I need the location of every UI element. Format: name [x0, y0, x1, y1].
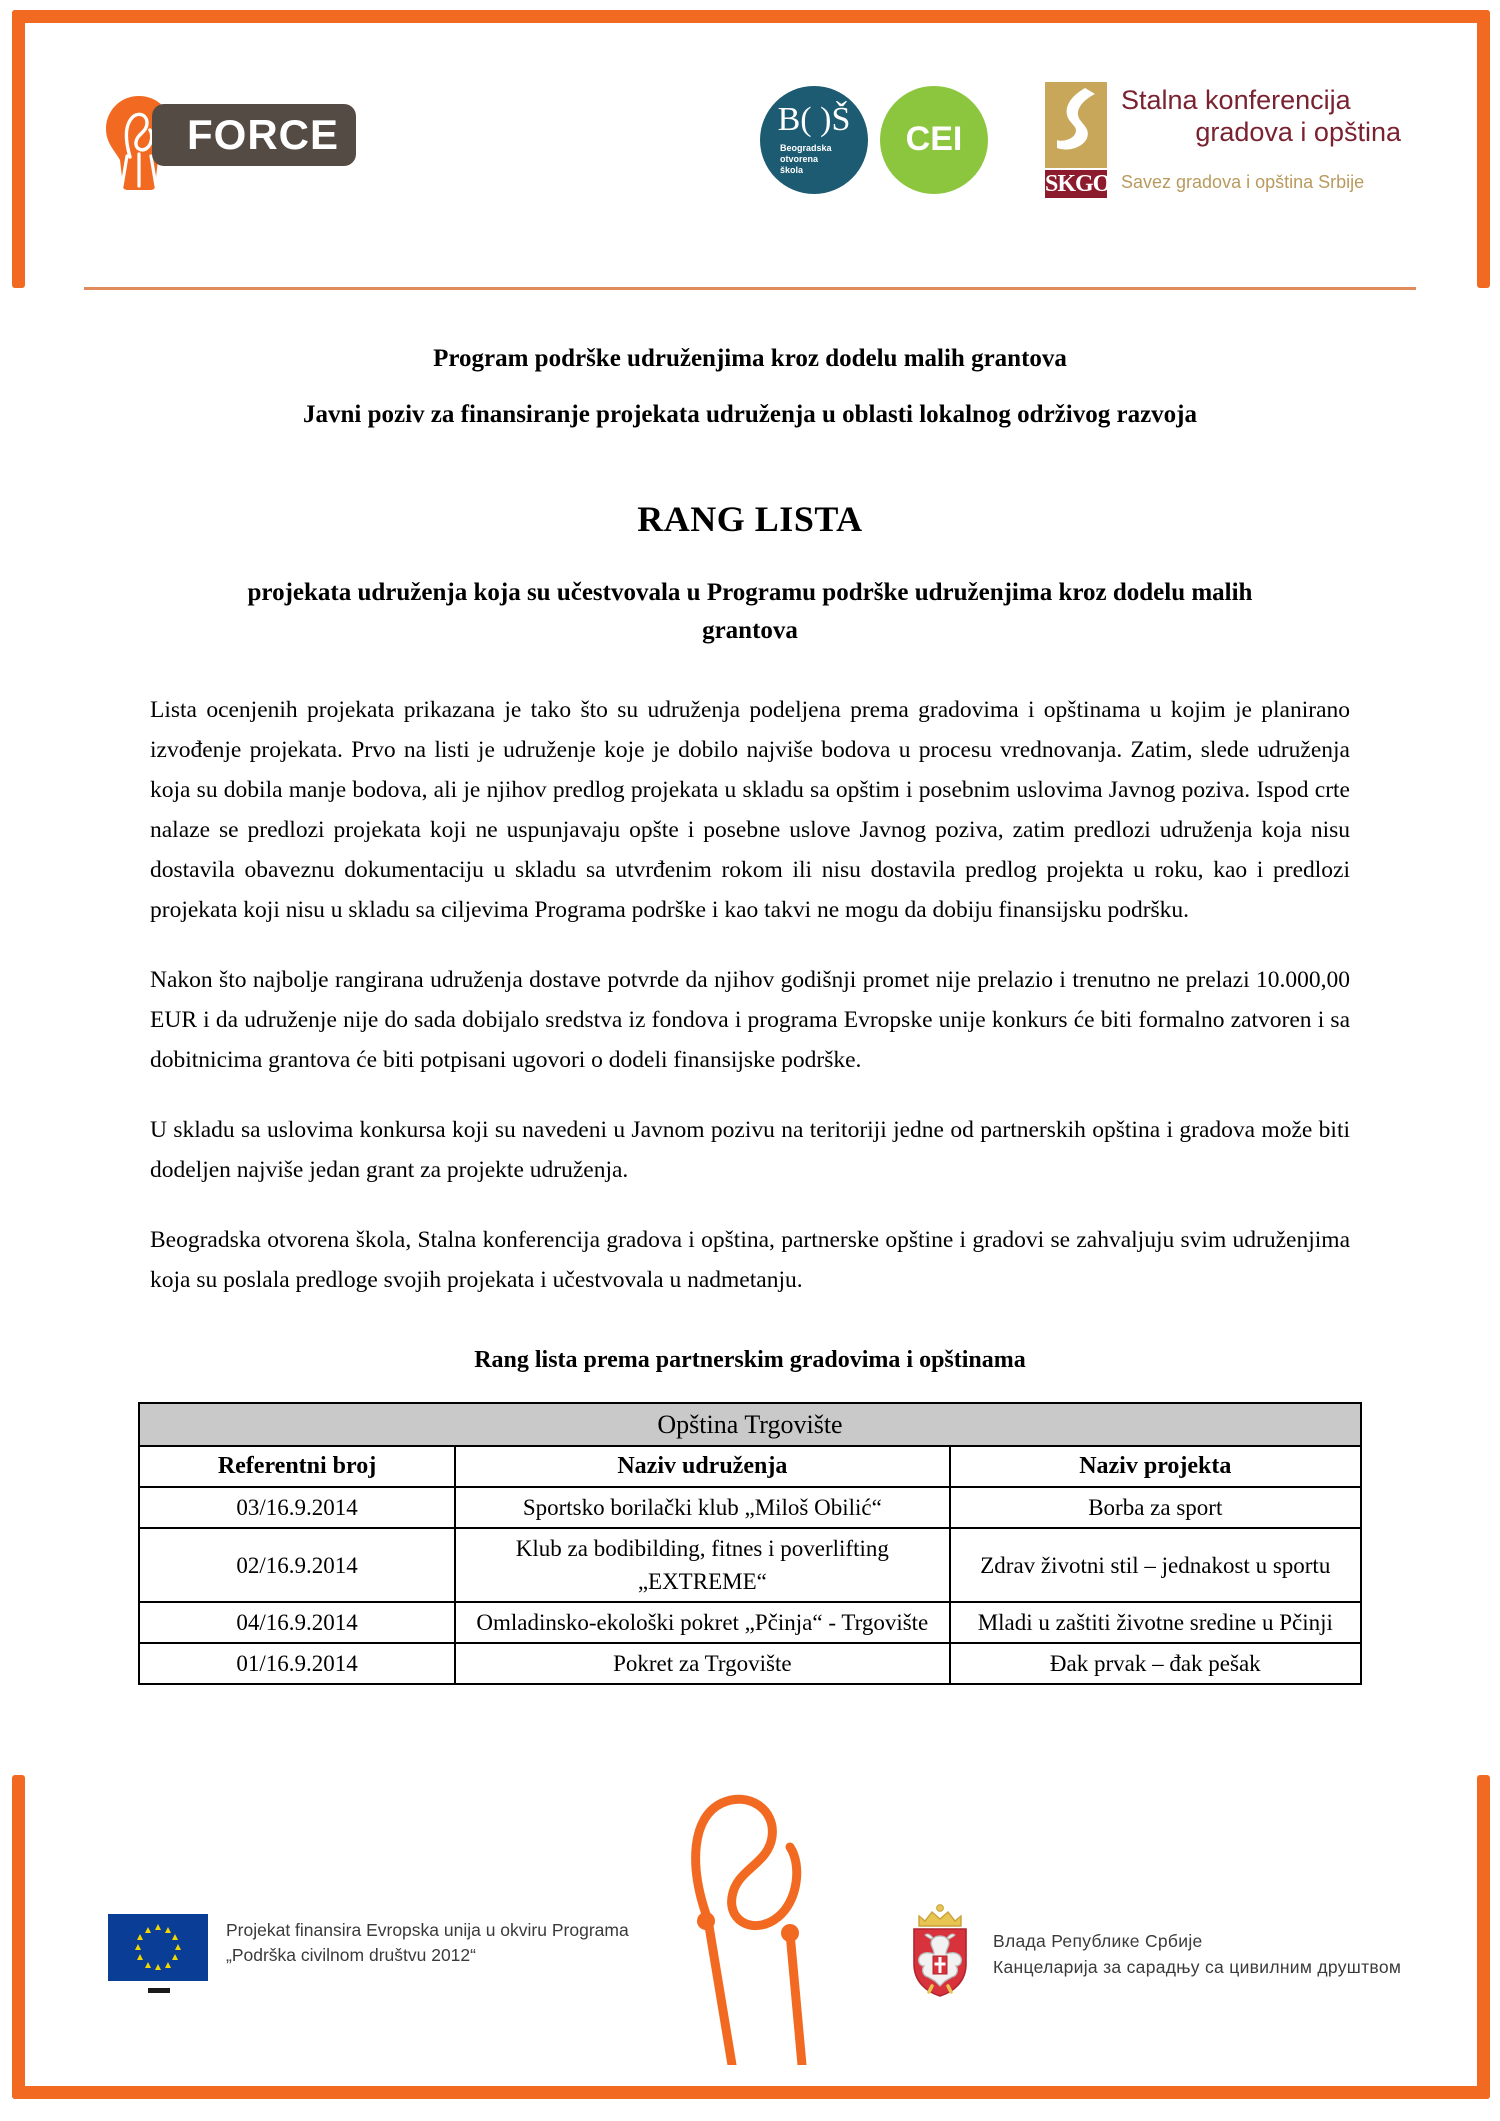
document-body — [0, 300, 1500, 1685]
table-row — [139, 1602, 1361, 1643]
cell-organization: Pokret za Trgovište — [455, 1643, 950, 1684]
table-city-header-row — [139, 1403, 1361, 1446]
table-city-header: Opština Trgovište — [139, 1403, 1361, 1446]
eu-star-icon — [165, 1927, 171, 1933]
skgo-title — [1121, 84, 1401, 148]
document-footer — [0, 1880, 1500, 2080]
skgo-abbreviation: SKGO — [1045, 171, 1111, 197]
paragraph-1: Lista ocenjenih projekata prikazana je tako što su udruženja podeljena prema gradovima i opštinama u kojim je planirano izvođenje projekata. Prvo na listi je udruženje koje je dobilo najviše bodova u procesu vrednovanja. Zatim, slede udruženja koja su dobila manje bodova, ali je njihov predlog projekata u skladu sa opštim i posebnim uslovima Javnog poziva. Ispod crte nalaze se predlozi projekata koji ne uspunjavaju opšte i posebne uslove Javnog poziva, zatim predlozi udruženja koja nisu dostavila obaveznu dokumentaciju u skladu sa utvrđenim rokom ili nisu dostavila predlog projekta u roku, kao i predlozi projekata koji nisu u skladu sa ciljevima Programa podrške i kao takvi ne mogu da dobiju finansijsku podršku. — [150, 697, 1350, 923]
cei-wordmark: CEI — [905, 120, 963, 158]
bos-subtitle-line-2: otvorena — [780, 154, 819, 164]
page-subtitle: projekata udruženja koja su učestvovala u Programu podrške udruženjima kroz dodelu malih grantova — [247, 579, 1253, 644]
column-header-reference: Referentni broj — [139, 1446, 455, 1487]
column-header-organization: Naziv udruženja — [455, 1446, 950, 1487]
page-frame-top — [12, 10, 1490, 23]
paragraph-3: U skladu sa uslovima konkursa koji su navedeni u Javnom pozivu na teritoriji jedne od partnerskih opština i gradova može biti dodeljen najviše jedan grant za projekte udruženja. — [150, 1117, 1350, 1183]
cei-logo — [880, 86, 988, 194]
cell-project: Zdrav životni stil – jednakost u sportu — [950, 1528, 1361, 1602]
eu-funding-text — [226, 1918, 666, 1968]
force-wordmark: FORCE — [187, 111, 339, 158]
page-title: RANG LISTA — [637, 499, 863, 539]
bos-subtitle — [760, 143, 868, 176]
eu-flag-underline — [148, 1988, 170, 1993]
government-text — [993, 1928, 1423, 1980]
government-line-1: Влада Републике Србије — [993, 1931, 1203, 1951]
cell-organization: Sportsko borilački klub „Miloš Obilić“ — [455, 1487, 950, 1528]
program-title-line-1: Program podrške udruženjima kroz dodelu malih grantova — [433, 345, 1067, 372]
program-title-line-2: Javni poziv za finansiranje projekata udruženja u oblasti lokalnog održivog razvoja — [302, 401, 1197, 428]
skgo-subtitle: Savez gradova i opština Srbije — [1121, 172, 1365, 192]
cell-reference: 03/16.9.2014 — [139, 1487, 455, 1528]
bos-monogram: B( )Š — [777, 101, 851, 138]
bos-subtitle-line-3: škola — [780, 165, 804, 175]
bos-logo — [760, 86, 868, 194]
eu-star-icon — [165, 1962, 171, 1968]
skgo-title-line-2: gradova i opština — [1195, 117, 1401, 147]
ranking-table — [138, 1402, 1362, 1685]
table-row — [139, 1643, 1361, 1684]
eu-star-icon — [137, 1954, 143, 1960]
table-column-header-row — [139, 1446, 1361, 1487]
eu-star-icon — [175, 1944, 181, 1950]
cell-reference: 01/16.9.2014 — [139, 1643, 455, 1684]
cell-project: Mladi u zaštiti životne sredine u Pčinji — [950, 1602, 1361, 1643]
bos-subtitle-line-1: Beogradska — [780, 143, 832, 153]
eu-star-icon — [172, 1954, 178, 1960]
table-row — [139, 1487, 1361, 1528]
eu-star-icon — [172, 1934, 178, 1940]
government-block — [905, 1902, 1425, 2012]
cell-reference: 04/16.9.2014 — [139, 1602, 455, 1643]
page-frame-bottom — [12, 2086, 1490, 2099]
document-header — [0, 38, 1500, 208]
table-row — [139, 1528, 1361, 1602]
paragraph-4: Beogradska otvorena škola, Stalna konferencija gradova i opština, partnerske opštine i gradovi se zahvaljuju svim udruženjima koja su poslala predloge svojih projekata i učestvovala u nadmetanju. — [150, 1227, 1350, 1293]
column-header-project: Naziv projekta — [950, 1446, 1361, 1487]
eu-flag-icon — [108, 1914, 208, 1981]
eu-funding-block — [108, 1910, 668, 2000]
header-divider — [84, 287, 1416, 290]
government-line-2: Канцеларија за сарадњу са цивилним друштвом — [993, 1957, 1402, 1977]
eu-funding-line-2: „Podrška civilnom društvu 2012“ — [226, 1945, 476, 1965]
eu-star-icon — [155, 1964, 161, 1970]
cell-project: Đak prvak – đak pešak — [950, 1643, 1361, 1684]
table-caption: Rang lista prema partnerskim gradovima i opštinama — [474, 1347, 1026, 1373]
skgo-title-line-1: Stalna konferencija — [1121, 85, 1351, 115]
eu-funding-line-1: Projekat finansira Evropska unija u okviru Programa — [226, 1920, 629, 1940]
cell-project: Borba za sport — [950, 1487, 1361, 1528]
paragraph-2: Nakon što najbolje rangirana udruženja dostave potvrde da njihov godišnji promet nije prelazio i trenutno ne prelazi 10.000,00 EUR i da udruženje nije do sada dobijalo sredstva iz fondova i programa Evropske unije konkurs će biti formalno zatvoren i sa dobitnicima grantova će biti potpisani ugovori o dodeli finansijske podrške. — [150, 967, 1350, 1073]
cell-organization: Omladinsko-ekološki pokret „Pčinja“ - Trgovište — [455, 1602, 950, 1643]
cell-reference: 02/16.9.2014 — [139, 1528, 455, 1602]
skgo-logo — [1045, 82, 1405, 200]
eu-star-icon — [135, 1944, 141, 1950]
eu-star-icon — [137, 1934, 143, 1940]
force-logo — [100, 86, 360, 191]
skgo-emblem-icon — [1045, 82, 1107, 168]
cell-organization: Klub za bodibilding, fitnes i poverlifting „EXTREME“ — [455, 1528, 950, 1602]
eu-star-icon — [145, 1927, 151, 1933]
eu-star-icon — [145, 1962, 151, 1968]
eu-star-icon — [155, 1924, 161, 1930]
serbia-coat-of-arms-icon — [905, 1902, 975, 1998]
